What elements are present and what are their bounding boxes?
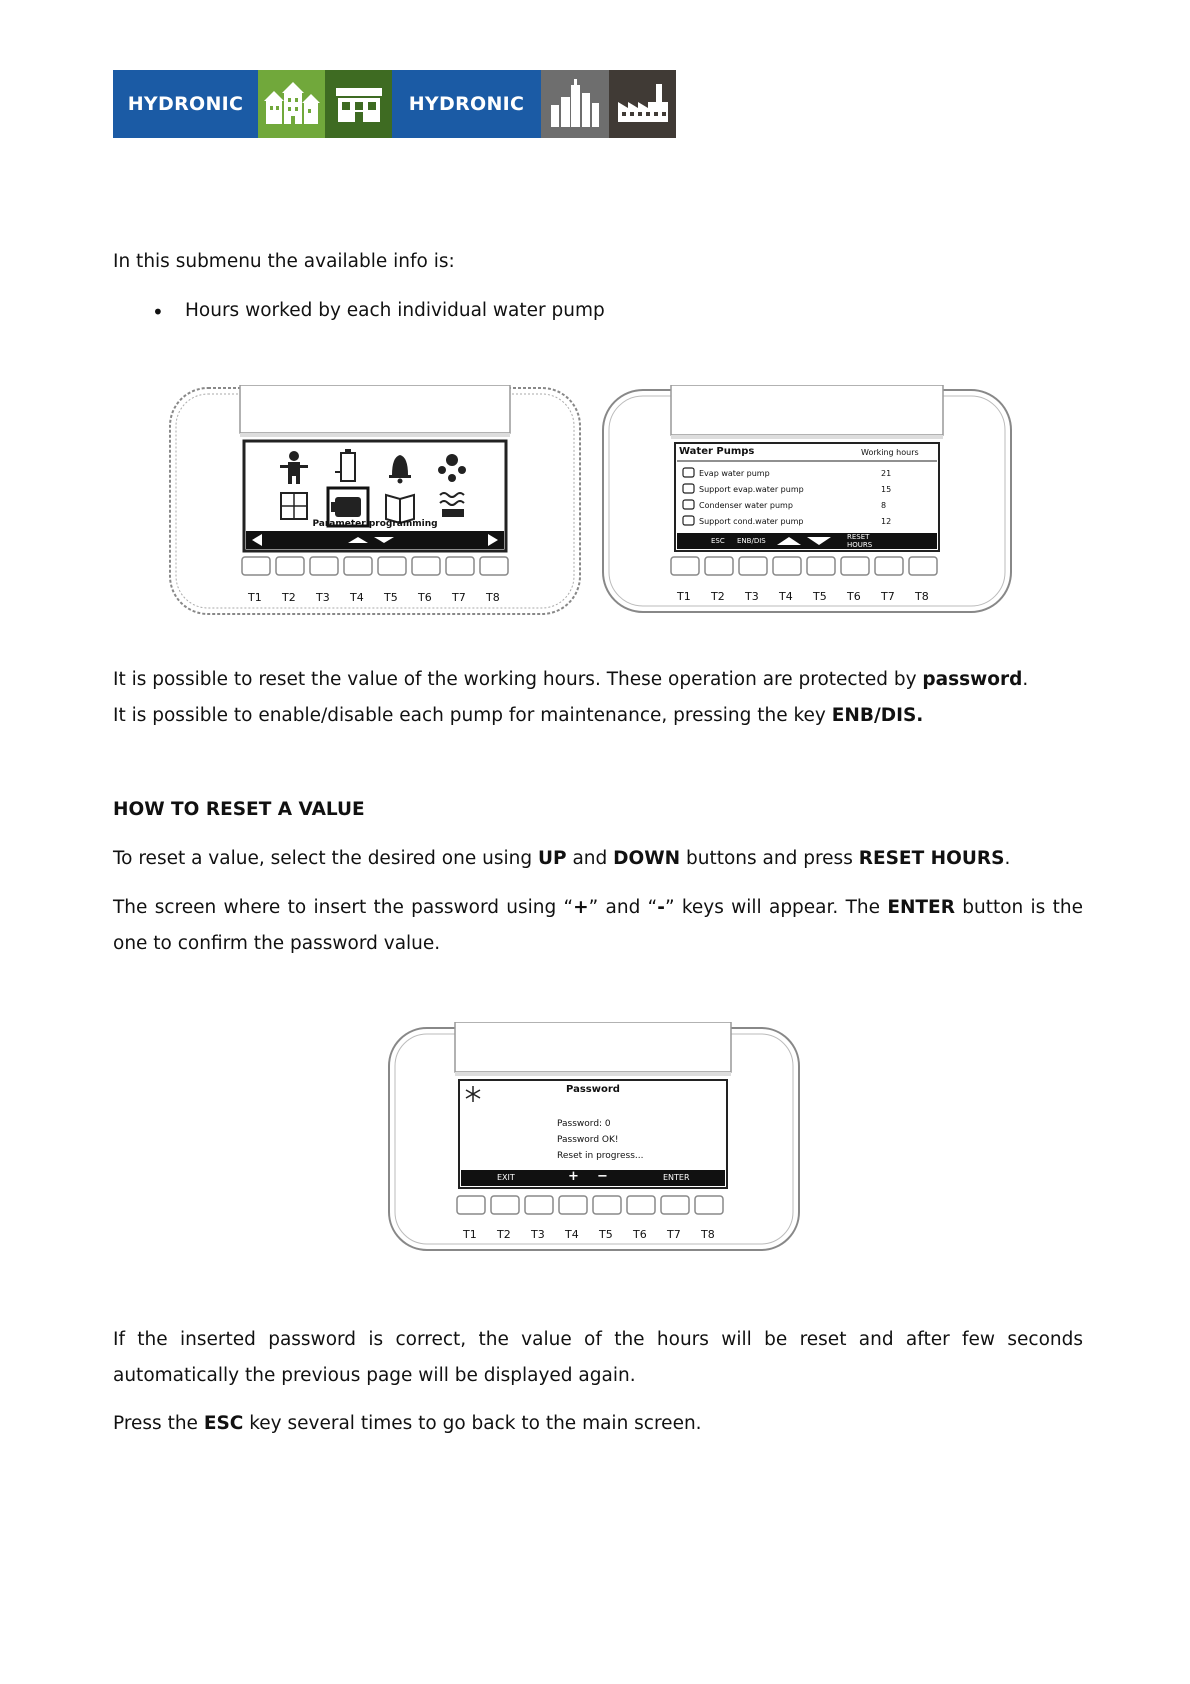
key-label: T6 (847, 590, 861, 603)
softkey-reset-hours (847, 533, 872, 549)
pumps-column-header: Working hours (861, 448, 919, 457)
key-label: T8 (915, 590, 929, 603)
pumps-title: Water Pumps (679, 446, 755, 457)
key-label: T2 (282, 591, 296, 604)
bullet-dot: • (152, 300, 164, 324)
device1-keylabels (242, 591, 512, 605)
key-label: T4 (350, 591, 364, 604)
softkey-reset-line1: RESET (847, 533, 870, 541)
enable-info-paragraph: It is possible to enable/disable each pump for maintenance, pressing the key ENB/DIS. (113, 705, 924, 726)
key-label: T2 (711, 590, 725, 603)
controller-password-screen (387, 1022, 801, 1258)
intro-text: In this submenu the available info is: (113, 251, 455, 272)
key-label: T3 (316, 591, 330, 604)
pump-name: Support evap.water pump (699, 485, 804, 494)
key-label: T8 (701, 1228, 715, 1241)
key-label: T3 (531, 1228, 545, 1241)
key-label: T4 (565, 1228, 579, 1241)
bullet-text: Hours worked by each individual water pump (185, 300, 605, 321)
key-label: T1 (248, 591, 262, 604)
password-ok-line: Password OK! (557, 1135, 619, 1145)
key-label: T6 (633, 1228, 647, 1241)
pump-hours-value: 12 (881, 517, 892, 526)
pump-hours-value: 21 (881, 469, 892, 478)
pump-name: Evap water pump (699, 469, 770, 478)
key-label: T1 (677, 590, 691, 603)
softkey-enter: ENTER (663, 1173, 690, 1182)
pump-hours (881, 466, 891, 530)
key-label: T7 (881, 590, 895, 603)
key-label: T7 (452, 591, 466, 604)
pump-hours-value: 8 (881, 501, 887, 510)
banner-label-right: HYDRONIC (392, 70, 541, 138)
controller-water-pumps-screen (601, 385, 1013, 621)
pump-hours-value: 15 (881, 485, 892, 494)
device2-keylabels (671, 590, 941, 604)
header-banner (113, 70, 676, 138)
reset-info-paragraph: It is possible to reset the value of the working hours. These operation are protected by password. (113, 669, 1029, 690)
controller-menu-screen (168, 385, 582, 621)
key-label: T8 (486, 591, 500, 604)
city-icon (541, 70, 609, 138)
banner-label-left: HYDRONIC (113, 70, 258, 138)
factory-icon (609, 70, 676, 138)
password-value-line: Password: 0 (557, 1119, 611, 1129)
softkey-enb-dis: ENB/DIS (737, 537, 766, 545)
key-label: T5 (813, 590, 827, 603)
device3-keylabels (457, 1228, 727, 1242)
key-label: T5 (384, 591, 398, 604)
key-label: T2 (497, 1228, 511, 1241)
softkey-plus: + (568, 1169, 579, 1184)
esc-paragraph: Press the ESC key several times to go back to the main screen. (113, 1413, 702, 1434)
softkey-minus: − (597, 1169, 608, 1184)
password-lines (557, 1116, 644, 1164)
result-paragraph: If the inserted password is correct, the value of the hours will be reset and after few seconds automatically the previous page will be displayed again. (113, 1329, 1083, 1386)
key-label: T1 (463, 1228, 477, 1241)
shop-icon (325, 70, 392, 138)
softkey-esc: ESC (711, 537, 725, 545)
enb-dis-keyword: ENB/DIS. (831, 705, 924, 726)
house-icon (258, 70, 325, 138)
pump-names (699, 466, 804, 530)
key-label: T5 (599, 1228, 613, 1241)
softkey-reset-line2: HOURS (847, 541, 873, 549)
menu-caption: Parameter programming (312, 519, 438, 529)
reset-steps-paragraph: To reset a value, select the desired one using UP and DOWN buttons and press RESET HOURS. (113, 848, 1011, 869)
password-title: Password (566, 1084, 620, 1095)
esc-keyword: ESC (203, 1413, 244, 1434)
reset-progress-line: Reset in progress... (557, 1151, 644, 1161)
softkey-exit: EXIT (497, 1173, 515, 1182)
key-label: T6 (418, 591, 432, 604)
password-keyword: password (922, 669, 1023, 690)
password-paragraph: The screen where to insert the password using “+” and “-” keys will appear. The ENTER button is the one to confirm the password value. (113, 897, 1083, 954)
pump-name: Condenser water pump (699, 501, 793, 510)
key-label: T3 (745, 590, 759, 603)
key-label: T7 (667, 1228, 681, 1241)
pump-name: Support cond.water pump (699, 517, 804, 526)
key-label: T4 (779, 590, 793, 603)
section-heading: HOW TO RESET A VALUE (113, 799, 365, 820)
